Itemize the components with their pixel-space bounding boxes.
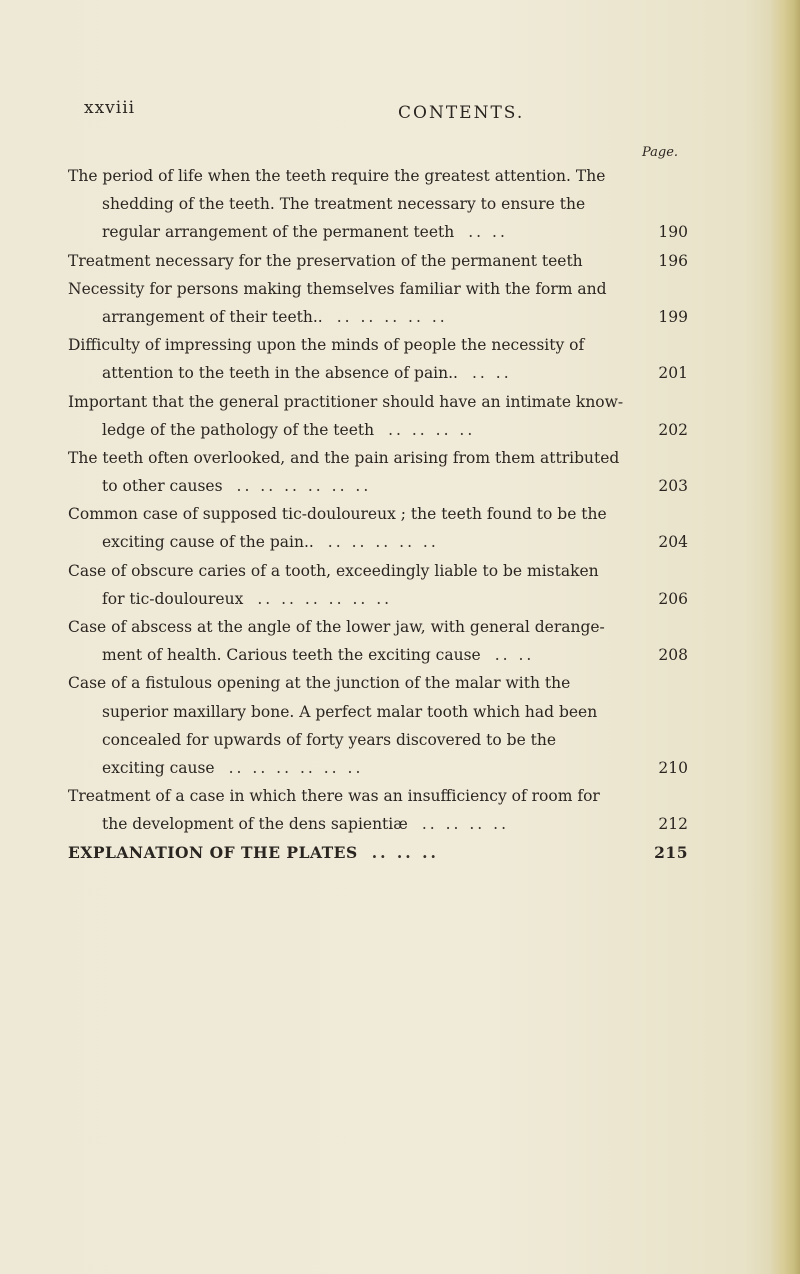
toc-entry [68, 247, 688, 275]
toc-entry-text: Case of abscess at the angle of the lower jaw, with general derange- [68, 618, 605, 636]
toc-entry-final-line [68, 416, 688, 444]
toc-entry-final-line [68, 218, 688, 246]
toc-entry-final-line [68, 754, 688, 782]
toc-entry-text: Treatment of a case in which there was an insufficiency of room for [68, 787, 600, 806]
toc-entry-line [68, 388, 688, 416]
page-edge-shadow [770, 0, 800, 1274]
toc-leader-dots: .. .. .. .. .. [336, 307, 448, 326]
page-folio: xxviii [84, 98, 136, 118]
toc-entry-text: The period of life when the teeth require the greatest attention. The [68, 167, 606, 185]
toc-entry-text: concealed for upwards of forty years discovered to be the [102, 730, 557, 749]
toc-entry-final-line [68, 359, 688, 387]
toc-entry [68, 162, 688, 247]
toc-entry [68, 669, 688, 782]
toc-entry-line [68, 726, 688, 754]
toc-entry-final-line [68, 810, 688, 838]
toc-entry-text: Case of a fistulous opening at the junction of the malar with the [68, 674, 571, 693]
toc-entry-text: ment of health. Carious teeth the exciting cause [102, 646, 481, 665]
toc-page-number: 210 [658, 758, 688, 777]
toc-entry-text: Treatment necessary for the preservation of the permanent teeth [68, 251, 583, 270]
toc-entry-final-line [68, 472, 688, 500]
toc-entry [68, 388, 688, 444]
toc-entry-text: regular arrangement of the permanent teeth [102, 223, 455, 242]
toc-entry-text: ledge of the pathology of the teeth [102, 420, 375, 439]
toc-leader-dots: .. .. [468, 223, 508, 242]
toc-page-number: 208 [658, 646, 688, 665]
running-title: CONTENTS. [398, 103, 525, 123]
toc-entry-final-line [68, 839, 688, 867]
toc-entry [68, 444, 688, 500]
toc-leader-dots: .. .. .. .. .. .. [257, 589, 393, 608]
toc-entry-text: Case of obscure caries of a tooth, exceedingly liable to be mistaken [68, 561, 599, 580]
toc-leader-dots: .. .. .. .. .. [327, 533, 439, 552]
toc-leader-dots: .. .. .. .. .. .. [236, 477, 372, 496]
toc-page-number: 215 [654, 842, 688, 862]
toc-leader-dots: .. .. [471, 364, 512, 383]
toc-entry-line [68, 669, 688, 697]
toc-entry-line [68, 275, 688, 303]
toc-leader-dots: .. .. .. .. .. .. [228, 758, 364, 777]
toc-entry-final-line [68, 247, 688, 275]
toc-entry-final-line [68, 528, 688, 556]
toc-entry-text: superior maxillary bone. A perfect malar tooth which had been [102, 702, 598, 721]
toc-entry-text: exciting cause [102, 758, 215, 777]
toc-entry-final-line [68, 303, 688, 331]
toc-entry-text: for tic-douloureux [102, 589, 244, 608]
toc-entry-text: Necessity for persons making themselves familiar with the form and [68, 279, 607, 298]
toc-entry [68, 839, 688, 867]
toc-entry-text: arrangement of their teeth.. [102, 307, 323, 326]
toc-entry-text: EXPLANATION OF THE PLATES [68, 842, 358, 862]
toc-page-number: 190 [658, 223, 688, 242]
contents-list [68, 162, 688, 867]
toc-entry-line [68, 444, 688, 472]
toc-entry-text: Difficulty of impressing upon the minds of people the necessity of [68, 336, 585, 355]
toc-leader-dots: .. .. .. [371, 842, 439, 862]
toc-entry-text: to other causes [102, 477, 223, 496]
toc-entry-final-line [68, 641, 688, 669]
toc-entry-text: attention to the teeth in the absence of pain.. [102, 364, 458, 383]
page-column-label: Page. [642, 145, 679, 160]
toc-entry-final-line [68, 585, 688, 613]
toc-leader-dots: .. .. .. .. [421, 815, 510, 834]
toc-page-number: 196 [658, 251, 688, 270]
toc-page-number: 201 [658, 364, 688, 383]
toc-leader-dots: .. .. [494, 646, 535, 665]
toc-entry-text: the development of the dens sapientiæ [102, 815, 408, 834]
toc-entry [68, 557, 688, 613]
toc-entry-text: The teeth often overlooked, and the pain arising from them attributed [68, 448, 620, 467]
toc-entry [68, 275, 688, 331]
toc-leader-dots [583, 247, 648, 275]
toc-entry [68, 500, 688, 556]
toc-entry-line [68, 331, 688, 359]
toc-entry-line [68, 557, 688, 585]
toc-page-number: 206 [658, 589, 688, 608]
toc-entry-line [68, 613, 688, 641]
toc-entry [68, 613, 688, 669]
toc-page-number: 202 [658, 420, 688, 439]
toc-entry [68, 331, 688, 387]
toc-entry-text: Important that the general practitioner should have an intimate know- [68, 392, 624, 411]
toc-entry-line [68, 500, 688, 528]
toc-page-number: 212 [658, 815, 688, 834]
toc-entry-line [68, 190, 688, 218]
toc-entry-line [68, 162, 688, 190]
toc-entry [68, 782, 688, 838]
toc-page-number: 199 [658, 307, 688, 326]
toc-entry-text: Common case of supposed tic-douloureux ; the teeth found to be the [68, 505, 607, 524]
toc-page-number: 204 [658, 533, 688, 552]
toc-page-number: 203 [658, 477, 688, 496]
toc-entry-text: exciting cause of the pain.. [102, 533, 314, 552]
toc-leader-dots: .. .. .. .. [388, 420, 476, 439]
toc-entry-text: shedding of the teeth. The treatment necessary to ensure the [102, 195, 586, 214]
toc-entry-line [68, 782, 688, 810]
toc-entry-line [68, 698, 688, 726]
